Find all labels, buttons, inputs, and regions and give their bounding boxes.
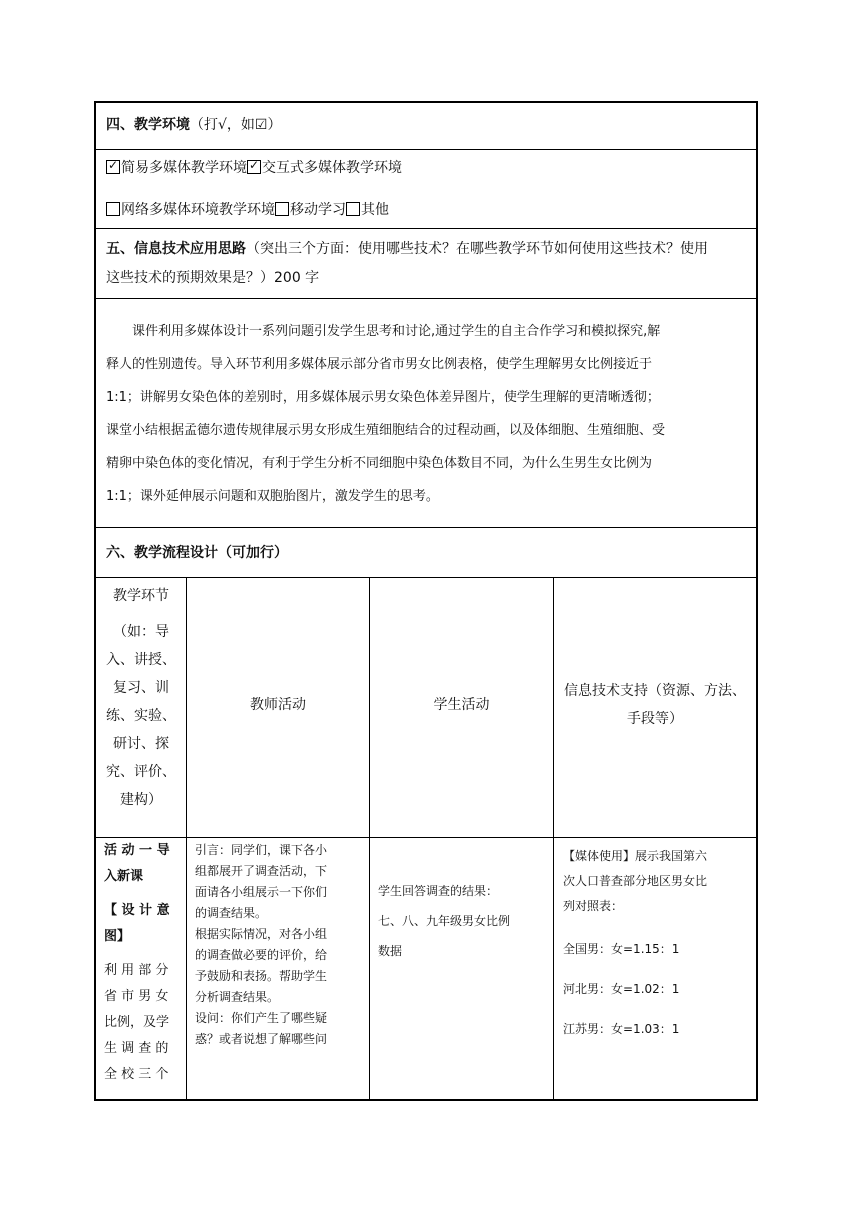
- row1-stage-line: 图】: [104, 929, 131, 944]
- env-option-label: 移动学习: [290, 202, 346, 218]
- header-stage-line: 研讨、探: [113, 736, 169, 752]
- section4-hint: （打√，如☑）: [190, 117, 282, 133]
- flow-header-row: [96, 578, 756, 838]
- row1-tech-line: 【媒体使用】展示我国第六: [563, 849, 708, 863]
- section4-title-row: [96, 103, 756, 150]
- row1-stage-line: 全 校 三 个: [104, 1067, 169, 1082]
- header-stage-line: [96, 610, 186, 618]
- row1-tech-cell: [554, 838, 756, 1101]
- row1-stage-line: 入新课: [104, 869, 144, 884]
- header-stage-line: 练、实验、: [106, 708, 176, 724]
- section6-title: 六、教学流程设计（可加行）: [106, 545, 288, 561]
- row1-tech-line: 次人口普查部分地区男女比: [563, 874, 708, 888]
- section6-title-row: [96, 528, 756, 578]
- env-option-label: 简易多媒体教学环境: [121, 160, 247, 176]
- row1-stage-line: 生 调 查 的: [104, 1041, 169, 1056]
- row1-stage-cell: [96, 838, 187, 1101]
- sex-ratio-line: 江苏男：女=1.03：1: [563, 1022, 680, 1036]
- env-options-line1: [106, 154, 402, 182]
- body-text-line: 1:1；课外延伸展示问题和双胞胎图片，激发学生的思考。: [106, 489, 439, 504]
- flow-row-1: [96, 838, 756, 1101]
- env-options-line2: [106, 196, 389, 224]
- row1-tech-line: 列对照表：: [563, 899, 624, 913]
- row1-student-line: 七、八、九年级男女比例: [378, 914, 511, 928]
- body-text-line: 1:1；讲解男女染色体的差别时，用多媒体展示男女染色体差异图片，使学生理解的更清晰透彻；: [106, 390, 660, 405]
- header-cell-student: [370, 578, 554, 837]
- row1-teacher-line: 面请各小组展示一下你们: [195, 885, 328, 899]
- row1-stage-line: 省 市 男 女: [104, 989, 169, 1004]
- header-stage-line: 教学环节: [113, 588, 169, 604]
- body-text-line: 精卵中染色体的变化情况，有利于学生分析不同细胞中染色体数目不同，为什么生男生女比例为: [106, 456, 653, 471]
- section5-title-row: [96, 229, 756, 299]
- sex-ratio-line: 河北男：女=1.02：1: [563, 982, 680, 996]
- header-stage-line: 究、评价、: [106, 764, 176, 780]
- header-stage-line: 复习、训: [113, 680, 169, 696]
- section4-options-row: [96, 150, 756, 229]
- unchecked-box-icon[interactable]: [106, 202, 120, 216]
- header-cell-teacher: [187, 578, 370, 837]
- section5-title: 五、信息技术应用思路: [106, 241, 246, 257]
- row1-student-line: 数据: [378, 944, 403, 958]
- row1-teacher-line: 分析调查结果。: [195, 990, 280, 1004]
- row1-student-cell: [370, 838, 554, 1101]
- checked-box-icon[interactable]: [106, 160, 120, 174]
- row1-teacher-line: 惑？或者说想了解哪些问: [195, 1032, 328, 1046]
- header-student: 学生活动: [433, 697, 490, 713]
- body-text-line: 释人的性别遗传。导入环节利用多媒体展示部分省市男女比例表格，使学生理解男女比例接近于: [106, 357, 653, 372]
- section5-body-row: [96, 299, 756, 528]
- row1-student-line: 学生回答调查的结果：: [378, 884, 499, 898]
- header-tech-line: 信息技术支持（资源、方法、: [564, 683, 746, 699]
- row1-teacher-line: 设问：你们产生了哪些疑: [195, 1011, 328, 1025]
- row1-teacher-line: 组都展开了调查活动，下: [195, 864, 328, 878]
- row1-teacher-line: 的调查做必要的评价，给: [195, 948, 328, 962]
- checked-box-icon[interactable]: [247, 160, 261, 174]
- section5-hint-line1: （突出三个方面：使用哪些技术？在哪些教学环节如何使用这些技术？使用: [246, 241, 708, 257]
- row1-teacher-line: 的调查结果。: [195, 906, 268, 920]
- row1-stage-line: 利 用 部 分: [104, 963, 169, 978]
- row1-teacher-line: 予鼓励和表扬。帮助学生: [195, 969, 328, 983]
- unchecked-box-icon[interactable]: [275, 202, 289, 216]
- body-text-line: 课件利用多媒体设计一系列问题引发学生思考和讨论,通过学生的自主合作学习和模拟探究,解: [132, 324, 661, 339]
- row1-stage-line: 活 动 一 导: [104, 843, 170, 858]
- sex-ratio-line: 全国男：女=1.15：1: [563, 942, 680, 956]
- env-option-label: 其他: [361, 202, 389, 218]
- header-stage-line: 入、讲授、: [106, 652, 176, 668]
- header-stage-line: （如：导: [113, 624, 169, 640]
- section5-body: [106, 315, 754, 513]
- row1-teacher-line: 根据实际情况，对各小组: [195, 927, 328, 941]
- row1-stage-line: 【 设 计 意: [104, 903, 170, 918]
- header-cell-tech: [554, 578, 756, 837]
- row1-stage-line: [104, 950, 180, 958]
- section5-hint-line2: 这些技术的预期效果是？）200 字: [106, 270, 320, 286]
- row1-teacher-line: 引言：同学们，课下各小: [195, 843, 328, 857]
- body-text-line: 课堂小结根据孟德尔遗传规律展示男女形成生殖细胞结合的过程动画，以及体细胞、生殖细胞、受: [106, 423, 666, 438]
- header-cell-stage: [96, 578, 187, 837]
- section4-title: 四、教学环境: [106, 117, 190, 133]
- row1-stage-line: [104, 890, 180, 898]
- document-table: [94, 101, 758, 1101]
- row1-teacher-cell: [187, 838, 370, 1101]
- env-option-label: 网络多媒体环境教学环境: [121, 202, 275, 218]
- unchecked-box-icon[interactable]: [346, 202, 360, 216]
- header-teacher: 教师活动: [250, 697, 306, 713]
- row1-stage-line: 比例，及学: [104, 1015, 170, 1030]
- header-stage-line: 建构）: [120, 792, 162, 808]
- env-option-label: 交互式多媒体教学环境: [262, 160, 402, 176]
- header-tech-line: 手段等）: [627, 711, 683, 727]
